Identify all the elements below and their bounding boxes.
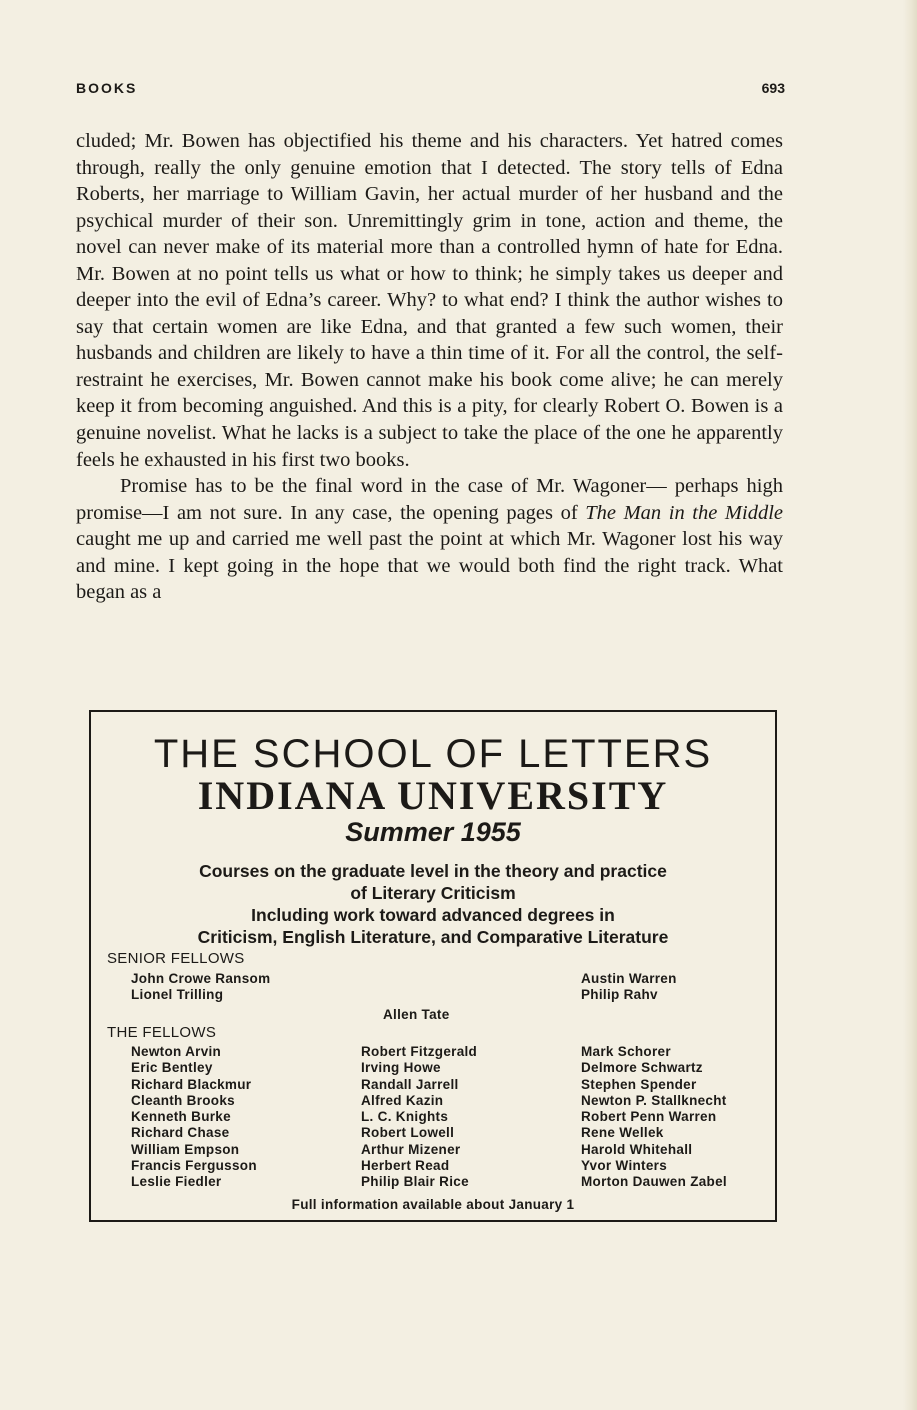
fellows-label: THE FELLOWS [107,1024,217,1041]
fellows-column-2 [361,1044,477,1191]
ad-headline: THE SCHOOL OF LETTERS [153,732,713,776]
senior-fellows-label: SENIOR FELLOWS [107,950,245,967]
fellow-name: Richard Chase [131,1125,230,1141]
fellow-name: Arthur Mizener [361,1141,461,1157]
fellow-name: Philip Rahv [581,987,658,1003]
fellow-name: Alfred Kazin [361,1092,444,1108]
fellow-name: Newton Arvin [131,1044,222,1059]
fellow-name: Leslie Fiedler [131,1174,222,1190]
paragraph-text: Promise has to be the final word in the case of Mr. Wagoner— perhaps high promise—I am not sure. In any case, the opening pages of [76,475,783,524]
fellow-name: Cleanth Brooks [131,1092,235,1108]
ad-description [91,860,775,948]
section-title: BOOKS [76,80,138,96]
page-number: 693 [761,80,785,96]
fellow-name: Morton Dauwen Zabel [581,1174,727,1190]
fellow-name: Francis Fergusson [131,1158,257,1174]
fellow-name: Philip Blair Rice [361,1174,469,1190]
paragraph: cluded; Mr. Bowen has objectified his theme and his characters. Yet hatred comes through, really the only genuine emotion that I detected. The story tells of Edna Roberts, her marriage to William Gavin, her actual murder of her husband and the psychical murder of their son. Unremittingly grim in tone, action and theme, the novel can never make of its material more than a controlled hymn of hate for Edna. Mr. Bowen at no point tells us what or how to think; he simply takes us deeper and deeper into the evil of Edna’s career. Why? to what end? I think the author wishes to say that certain women are like Edna, and that granted a few such women, their husbands and children are likely to have a thin time of it. For all the control, the self-restraint he exercises, Mr. Bowen cannot make his book come alive; he can merely keep it from becoming anguished. And this is a pity, for clearly Robert O. Bowen is a genuine novelist. What he lacks is a subject to take the place of the one he apparently feels he exhausted in his first two books. [76,130,783,471]
fellow-name: Eric Bentley [131,1060,213,1076]
fellows-column-1 [131,1044,257,1191]
fellow-name: William Empson [131,1141,240,1157]
fellow-name: Lionel Trilling [131,987,224,1003]
description-line: of Literary Criticism [350,883,516,903]
fellow-name: Randall Jarrell [361,1076,459,1092]
ad-season: Summer 1955 [345,817,521,847]
page-edge [903,0,917,1410]
fellow-name: Harold Whitehall [581,1141,693,1157]
paragraph-text: caught me up and carried me well past the point at which Mr. Wagoner lost his way and mine. I kept going in the hope that we would both find the right track. What began as a [76,528,783,604]
fellow-name: Rene Wellek [581,1125,664,1141]
fellow-name: Austin Warren [581,971,677,986]
fellow-name: Mark Schorer [581,1044,671,1059]
senior-fellows-left [131,971,270,1004]
fellow-name: L. C. Knights [361,1109,449,1125]
fellows-column-3 [581,1044,727,1191]
book-title: The Man in the Middle [585,501,783,524]
paragraph [76,473,783,606]
fellow-name: Stephen Spender [581,1076,697,1092]
running-head [76,80,785,102]
fellow-name: Yvor Winters [581,1158,668,1174]
fellow-name: Herbert Read [361,1158,450,1174]
description-line: Including work toward advanced degrees in [251,905,615,925]
fellow-name: Robert Lowell [361,1125,455,1141]
fellow-name: Allen Tate [383,1007,450,1022]
senior-fellows-right [581,971,677,1004]
article-body [76,128,783,606]
fellow-name: John Crowe Ransom [131,971,271,986]
advertisement [89,710,777,1222]
ad-university: INDIANA UNIVERSITY [197,773,669,818]
fellow-name: Richard Blackmur [131,1076,252,1092]
fellow-name: Irving Howe [361,1060,441,1076]
description-line: Courses on the graduate level in the theory and practice [199,861,667,881]
fellow-name: Delmore Schwartz [581,1060,703,1076]
fellow-name: Newton P. Stallknecht [581,1092,727,1108]
fellow-name: Robert Fitzgerald [361,1044,478,1059]
description-line: Criticism, English Literature, and Comparative Literature [197,927,669,947]
fellow-name: Robert Penn Warren [581,1109,717,1125]
ad-footer: Full information available about January 1 [291,1197,575,1212]
fellow-name: Kenneth Burke [131,1109,231,1125]
